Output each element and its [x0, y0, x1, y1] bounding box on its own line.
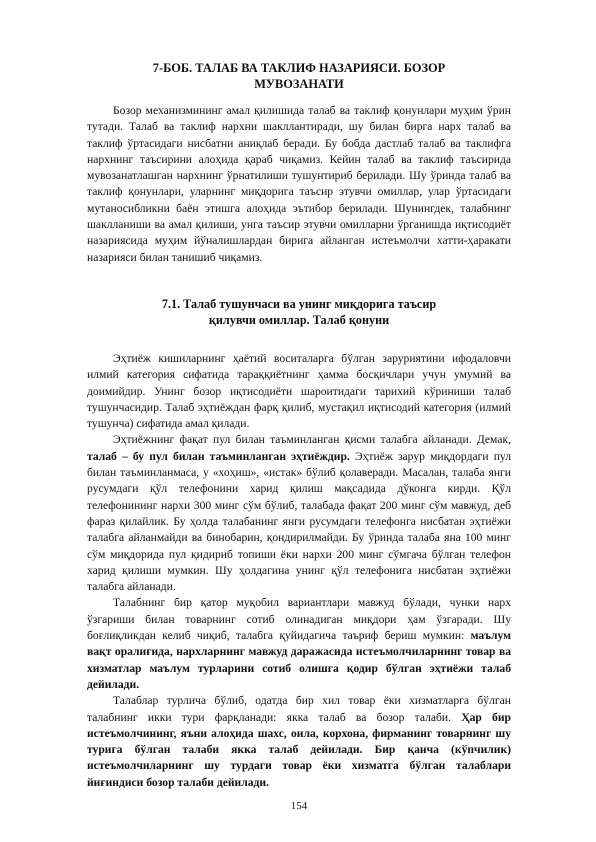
chapter-title-line-2: МУВОЗАНАТИ	[254, 77, 344, 91]
paragraph-text: Талаблар турлича бўлиб, одатда бир хил товар ёки хизматларга бўлган талабнинг икки тури фарқланади: якка талаб ва бозор талаби.	[87, 694, 511, 724]
paragraph-text: Талабнинг бир қатор муқобил вариантлари мавжуд бўлади, чунки нарх ўзгариши билан товарнинг сотиб олинадиган миқдори ҳам ўзгаради. Шу боғлиқликдан келиб чиқиб, талабга қуйидагича таъриф бериш мумкин:	[87, 596, 511, 643]
chapter-title-line-1: 7-БОБ. ТАЛАБ ВА ТАКЛИФ НАЗАРИЯСИ. БОЗОР	[152, 61, 446, 75]
paragraph-text: Эҳтиёж зарур миқдордаги пул билан таъминланмаса, у «хоҳиш», «истак» бўлиб қолаверади. Масалан, талаба янги русумдаги қўл телефонини харид қилиш мақсадида дўконга кирди. Қўл телефонининг нархи 300 минг сўм бўлиб, талабада фақат 200 минг сўм мавжуд, деб фараз қилайлик. Бу ҳолда талабанинг янги русумдаги телефонга нисбатан эҳтиёжи талабга айланмайди ва бинобарин, қондирилмайди. Бу ўринда талаба яна 100 минг сўм миқдорида пул қидириб топиши ёки нархи 200 минг сўмгача бўлган телефон харид қилиши мумкин. Шу ҳолдагина унинг қўл телефонига нисбатан эҳтиёжи талабга айланади.	[87, 449, 512, 594]
paragraph-demand-variants	[87, 595, 511, 693]
section-title-line-1: 7.1. Талаб тушунчаси ва унинг миқдорига таъсир	[161, 297, 437, 311]
bold-definition: талаб – бу пул билан таъминланган эҳтиёждир.	[87, 449, 350, 463]
bold-definition: маълум вақт оралиғида, нархларнинг мавжуд даражасида истеъмолчиларнинг товар ва хизматлар маълум турларини сотиб олишга қодир бўлган эҳтиёжи талаб дейилади.	[87, 629, 511, 691]
intro-paragraph: Бозор механизмининг амал қилишида талаб ва таклиф қонунлари муҳим ўрин тутади. Талаб ва таклиф нархни шакллантиради, шу билан бирга нарх талаб ва таклиф ўртасидаги нисбатни аниқлаб беради. Бу бобда дастлаб талаб ва таклифга нархнинг таъсирини алоҳида қараб чиқамиз. Кейин талаб ва таклиф таъсирида мувозанатлашган нархнинг ўрнатилиши тушунтириб берилади. Шу ўринда талаб ва таклиф қонунлари, уларнинг миқдорига таъсир этувчи омиллар, улар ўртасидаги мутаносибликни баён этишга алоҳида эътибор берилади. Шунингдек, талабнинг шаклланиши ва амал қилиши, унга таъсир этувчи омилларни ўрганишда иқтисодиёт назариясида муҳим йўналишлардан бирига айланган истеъмолчи хатти-ҳаракати назарияси билан танишиб чиқамиз.	[87, 104, 511, 264]
section-title	[87, 296, 511, 328]
page-number: 154	[290, 800, 308, 812]
intro-text	[87, 103, 511, 266]
paragraph-text: Эҳтиёжнинг фақат пул билан таъминланган қисми талабга айланади. Демак,	[113, 433, 511, 447]
chapter-title	[87, 60, 511, 92]
paragraph-demand-types	[87, 693, 511, 791]
bold-definition: Ҳар бир истеъмолчининг, яъни алоҳида шахс, оила, корхона, фирманинг товарнинг шу турига бўлган талаби якка талаб дейилади. Бир қанча (кўпчилик) истеъмолчиларнинг шу турдаги товар ёки хизматга бўлган талаблари йиғиндиси бозор талаби дейилади.	[87, 710, 511, 789]
section-body	[87, 351, 511, 791]
paragraph-need: Эҳтиёж кишиларнинг ҳаётий воситаларга бўлган заруриятини ифодаловчи илмий категория сифатида тараққиётнинг ҳамма босқичлари учун умумий ва доимийдир. Унинг бозор иқтисодиёти шароитидаги тарихий кўриниши талаб тушунчасидир. Талаб эҳтиёждан фарқ қилиб, мустақил иқтисодий категория (илмий тушунча) сифатида амал қилади.	[87, 352, 511, 431]
document-page	[87, 0, 511, 842]
paragraph-demand-definition	[87, 432, 511, 595]
section-title-line-2: қилувчи омиллар. Талаб қонуни	[208, 313, 390, 327]
